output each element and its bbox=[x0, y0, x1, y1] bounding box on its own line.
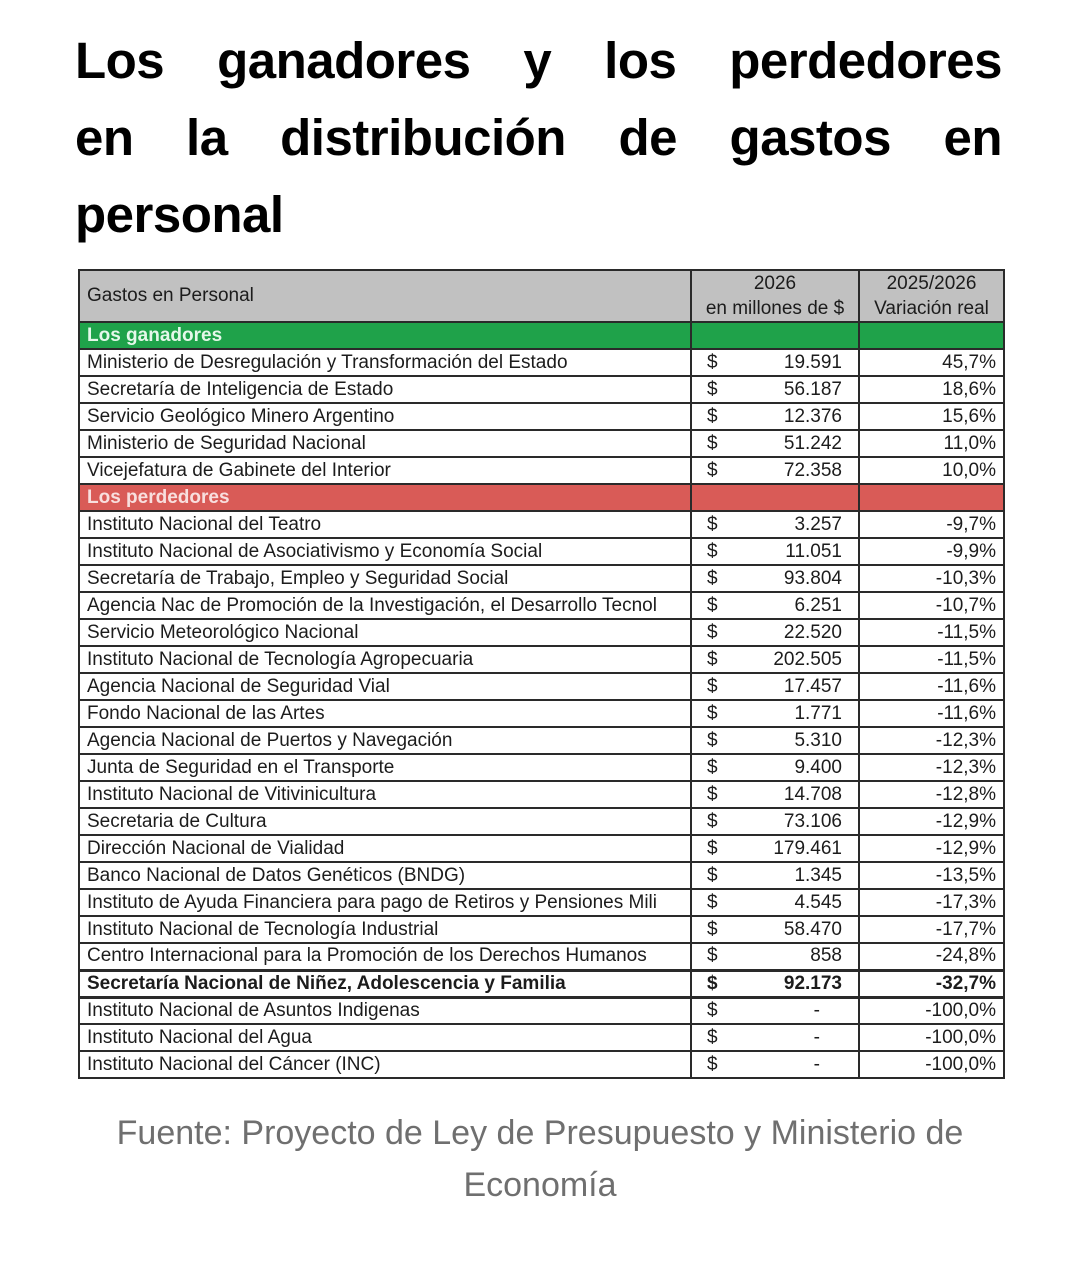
org-name-cell: Agencia Nac de Promoción de la Investigación, el Desarrollo Tecnol bbox=[79, 592, 691, 619]
currency-symbol: $ bbox=[707, 648, 718, 670]
org-name-cell: Instituto Nacional de Asuntos Indigenas bbox=[79, 997, 691, 1024]
amount-value: 92.173 bbox=[783, 972, 842, 994]
variation-cell: -13,5% bbox=[859, 862, 1004, 889]
amount-cell bbox=[691, 835, 859, 862]
amount-value: 3.257 bbox=[794, 513, 842, 535]
amount-cell bbox=[691, 943, 859, 970]
amount-value: 858 bbox=[810, 945, 842, 967]
table-row bbox=[79, 619, 1004, 646]
currency-symbol: $ bbox=[707, 540, 718, 562]
currency-symbol: $ bbox=[707, 999, 718, 1021]
infographic-page bbox=[0, 22, 1080, 1270]
amount-cell bbox=[691, 565, 859, 592]
amount-cell bbox=[691, 430, 859, 457]
section-empty-variation-cell bbox=[859, 484, 1004, 511]
currency-symbol: $ bbox=[707, 621, 718, 643]
amount-value: 202.505 bbox=[773, 648, 842, 670]
table-row bbox=[79, 403, 1004, 430]
org-name-cell: Servicio Geológico Minero Argentino bbox=[79, 403, 691, 430]
variation-cell: -12,3% bbox=[859, 727, 1004, 754]
amount-value: 22.520 bbox=[783, 621, 842, 643]
variation-cell: -100,0% bbox=[859, 1024, 1004, 1051]
table-row bbox=[79, 943, 1004, 970]
amount-cell bbox=[691, 673, 859, 700]
column-header-variacion-line2: Variación real bbox=[874, 298, 989, 319]
currency-symbol: $ bbox=[707, 918, 718, 940]
amount-inner bbox=[699, 782, 851, 807]
table-header-row bbox=[79, 270, 1004, 322]
currency-symbol: $ bbox=[707, 756, 718, 778]
variation-cell: -12,9% bbox=[859, 835, 1004, 862]
amount-inner bbox=[699, 917, 851, 942]
currency-symbol: $ bbox=[707, 1026, 718, 1048]
title-line-2: en la distribución de gastos en bbox=[75, 109, 1002, 166]
org-name-cell: Centro Internacional para la Promoción de los Derechos Humanos bbox=[79, 943, 691, 970]
title-line-1: Los ganadores y los perdedores bbox=[75, 32, 1002, 89]
variation-cell: -10,3% bbox=[859, 565, 1004, 592]
amount-inner bbox=[699, 647, 851, 672]
org-name-cell: Banco Nacional de Datos Genéticos (BNDG) bbox=[79, 862, 691, 889]
table-row bbox=[79, 376, 1004, 403]
amount-inner bbox=[699, 377, 851, 402]
table-row bbox=[79, 1051, 1004, 1078]
org-name-cell: Servicio Meteorológico Nacional bbox=[79, 619, 691, 646]
currency-symbol: $ bbox=[707, 729, 718, 751]
currency-symbol: $ bbox=[707, 432, 718, 454]
currency-symbol: $ bbox=[707, 1053, 718, 1075]
amount-cell bbox=[691, 727, 859, 754]
table-row bbox=[79, 592, 1004, 619]
amount-inner bbox=[699, 512, 851, 537]
amount-cell bbox=[691, 646, 859, 673]
table-row bbox=[79, 700, 1004, 727]
amount-value: 14.708 bbox=[783, 783, 842, 805]
variation-cell: 15,6% bbox=[859, 403, 1004, 430]
currency-symbol: $ bbox=[707, 594, 718, 616]
column-header-variacion-line1: 2025/2026 bbox=[886, 273, 977, 294]
amount-cell bbox=[691, 349, 859, 376]
currency-symbol: $ bbox=[707, 810, 718, 832]
amount-inner bbox=[699, 701, 851, 726]
org-name-cell: Secretaría de Inteligencia de Estado bbox=[79, 376, 691, 403]
currency-symbol: $ bbox=[707, 378, 718, 400]
variation-cell: -32,7% bbox=[859, 970, 1004, 997]
variation-cell: -10,7% bbox=[859, 592, 1004, 619]
table-row bbox=[79, 430, 1004, 457]
amount-value: 9.400 bbox=[794, 756, 842, 778]
table-row bbox=[79, 862, 1004, 889]
amount-cell bbox=[691, 1051, 859, 1078]
source-note bbox=[0, 1107, 1080, 1211]
table-row bbox=[79, 754, 1004, 781]
table-row bbox=[79, 646, 1004, 673]
column-header-2026-line2: en millones de $ bbox=[705, 298, 845, 319]
variation-cell: 45,7% bbox=[859, 349, 1004, 376]
amount-inner bbox=[699, 404, 851, 429]
amount-cell bbox=[691, 511, 859, 538]
amount-inner bbox=[699, 431, 851, 456]
amount-value: 1.345 bbox=[794, 864, 842, 886]
amount-inner bbox=[699, 593, 851, 618]
variation-cell: -11,5% bbox=[859, 619, 1004, 646]
currency-symbol: $ bbox=[707, 675, 718, 697]
org-name-cell: Secretaría Nacional de Niñez, Adolescencia y Familia bbox=[79, 970, 691, 997]
variation-cell: -12,8% bbox=[859, 781, 1004, 808]
table-row bbox=[79, 835, 1004, 862]
table-row bbox=[79, 808, 1004, 835]
table-row bbox=[79, 565, 1004, 592]
table-row bbox=[79, 970, 1004, 997]
amount-value: - bbox=[813, 1026, 820, 1048]
budget-table bbox=[78, 269, 1005, 1079]
section-label: Los perdedores bbox=[79, 484, 691, 511]
currency-symbol: $ bbox=[707, 405, 718, 427]
title-line-3: personal bbox=[75, 186, 284, 243]
column-header-variacion-real bbox=[859, 270, 1004, 322]
org-name-cell: Instituto Nacional del Cáncer (INC) bbox=[79, 1051, 691, 1078]
amount-value: 1.771 bbox=[794, 702, 842, 724]
table-row bbox=[79, 1024, 1004, 1051]
amount-value: 51.242 bbox=[783, 432, 842, 454]
amount-inner bbox=[699, 620, 851, 645]
org-name-cell: Agencia Nacional de Seguridad Vial bbox=[79, 673, 691, 700]
org-name-cell: Agencia Nacional de Puertos y Navegación bbox=[79, 727, 691, 754]
amount-value: 5.310 bbox=[794, 729, 842, 751]
amount-cell bbox=[691, 1024, 859, 1051]
variation-cell: -11,6% bbox=[859, 700, 1004, 727]
currency-symbol: $ bbox=[707, 972, 718, 994]
amount-cell bbox=[691, 376, 859, 403]
org-name-cell: Instituto de Ayuda Financiera para pago de Retiros y Pensiones Mili bbox=[79, 889, 691, 916]
amount-cell bbox=[691, 862, 859, 889]
currency-symbol: $ bbox=[707, 459, 718, 481]
currency-symbol: $ bbox=[707, 837, 718, 859]
amount-value: 93.804 bbox=[783, 567, 842, 589]
amount-value: 58.470 bbox=[783, 918, 842, 940]
amount-cell bbox=[691, 889, 859, 916]
variation-cell: -11,5% bbox=[859, 646, 1004, 673]
amount-inner bbox=[699, 1052, 851, 1077]
amount-inner bbox=[699, 890, 851, 915]
amount-cell bbox=[691, 808, 859, 835]
amount-value: 179.461 bbox=[773, 837, 842, 859]
amount-inner bbox=[699, 809, 851, 834]
amount-cell bbox=[691, 592, 859, 619]
variation-cell: 10,0% bbox=[859, 457, 1004, 484]
currency-symbol: $ bbox=[707, 513, 718, 535]
variation-cell: -17,7% bbox=[859, 916, 1004, 943]
column-header-2026-line1: 2026 bbox=[753, 273, 797, 294]
variation-cell: 18,6% bbox=[859, 376, 1004, 403]
amount-value: 19.591 bbox=[783, 351, 842, 373]
currency-symbol: $ bbox=[707, 702, 718, 724]
table-row bbox=[79, 727, 1004, 754]
currency-symbol: $ bbox=[707, 567, 718, 589]
currency-symbol: $ bbox=[707, 891, 718, 913]
amount-inner bbox=[699, 539, 851, 564]
org-name-cell: Instituto Nacional de Asociativismo y Economía Social bbox=[79, 538, 691, 565]
table-row bbox=[79, 781, 1004, 808]
table-row bbox=[79, 916, 1004, 943]
column-header-gastos-en-personal: Gastos en Personal bbox=[79, 270, 691, 322]
amount-value: 73.106 bbox=[783, 810, 842, 832]
variation-cell: -12,3% bbox=[859, 754, 1004, 781]
section-empty-variation-cell bbox=[859, 322, 1004, 349]
variation-cell: 11,0% bbox=[859, 430, 1004, 457]
table-row bbox=[79, 538, 1004, 565]
amount-inner bbox=[699, 972, 851, 996]
amount-inner bbox=[699, 458, 851, 483]
amount-inner bbox=[699, 999, 851, 1024]
currency-symbol: $ bbox=[707, 783, 718, 805]
currency-symbol: $ bbox=[707, 864, 718, 886]
amount-value: 4.545 bbox=[794, 891, 842, 913]
variation-cell: -24,8% bbox=[859, 943, 1004, 970]
amount-value: 11.051 bbox=[785, 540, 842, 562]
section-header-winners bbox=[79, 322, 1004, 349]
section-header-losers bbox=[79, 484, 1004, 511]
amount-cell bbox=[691, 997, 859, 1024]
currency-symbol: $ bbox=[707, 351, 718, 373]
amount-value: - bbox=[813, 999, 820, 1021]
table-row bbox=[79, 349, 1004, 376]
table-row bbox=[79, 673, 1004, 700]
variation-cell: -100,0% bbox=[859, 1051, 1004, 1078]
variation-cell: -17,3% bbox=[859, 889, 1004, 916]
org-name-cell: Vicejefatura de Gabinete del Interior bbox=[79, 457, 691, 484]
amount-cell bbox=[691, 700, 859, 727]
org-name-cell: Instituto Nacional de Tecnología Agropecuaria bbox=[79, 646, 691, 673]
amount-cell bbox=[691, 403, 859, 430]
amount-inner bbox=[699, 1025, 851, 1050]
section-empty-amount-cell bbox=[691, 322, 859, 349]
org-name-cell: Instituto Nacional del Agua bbox=[79, 1024, 691, 1051]
amount-inner bbox=[699, 674, 851, 699]
variation-cell: -11,6% bbox=[859, 673, 1004, 700]
amount-inner bbox=[699, 863, 851, 888]
variation-cell: -12,9% bbox=[859, 808, 1004, 835]
org-name-cell: Ministerio de Desregulación y Transformación del Estado bbox=[79, 349, 691, 376]
amount-cell bbox=[691, 754, 859, 781]
org-name-cell: Instituto Nacional del Teatro bbox=[79, 511, 691, 538]
page-title bbox=[75, 22, 1002, 253]
source-line-2: Economía bbox=[463, 1166, 617, 1204]
amount-cell bbox=[691, 916, 859, 943]
amount-value: 72.358 bbox=[783, 459, 842, 481]
org-name-cell: Instituto Nacional de Vitivinicultura bbox=[79, 781, 691, 808]
amount-value: - bbox=[813, 1053, 820, 1075]
variation-cell: -100,0% bbox=[859, 997, 1004, 1024]
amount-cell bbox=[691, 619, 859, 646]
amount-value: 17.457 bbox=[783, 675, 842, 697]
amount-cell bbox=[691, 970, 859, 997]
amount-inner bbox=[699, 350, 851, 375]
amount-inner bbox=[699, 728, 851, 753]
amount-inner bbox=[699, 755, 851, 780]
amount-inner bbox=[699, 944, 851, 969]
org-name-cell: Secretaria de Cultura bbox=[79, 808, 691, 835]
table-row bbox=[79, 457, 1004, 484]
table-row bbox=[79, 511, 1004, 538]
section-label: Los ganadores bbox=[79, 322, 691, 349]
amount-value: 12.376 bbox=[783, 405, 842, 427]
source-line-1: Fuente: Proyecto de Ley de Presupuesto y Ministerio de bbox=[116, 1114, 964, 1152]
currency-symbol: $ bbox=[707, 945, 718, 967]
org-name-cell: Fondo Nacional de las Artes bbox=[79, 700, 691, 727]
amount-cell bbox=[691, 781, 859, 808]
amount-inner bbox=[699, 566, 851, 591]
table-row bbox=[79, 889, 1004, 916]
amount-value: 56.187 bbox=[783, 378, 842, 400]
amount-value: 6.251 bbox=[794, 594, 842, 616]
column-header-2026-millones bbox=[691, 270, 859, 322]
org-name-cell: Dirección Nacional de Vialidad bbox=[79, 835, 691, 862]
table-row bbox=[79, 997, 1004, 1024]
amount-cell bbox=[691, 457, 859, 484]
section-empty-amount-cell bbox=[691, 484, 859, 511]
amount-inner bbox=[699, 836, 851, 861]
amount-cell bbox=[691, 538, 859, 565]
variation-cell: -9,7% bbox=[859, 511, 1004, 538]
org-name-cell: Instituto Nacional de Tecnología Industrial bbox=[79, 916, 691, 943]
org-name-cell: Junta de Seguridad en el Transporte bbox=[79, 754, 691, 781]
variation-cell: -9,9% bbox=[859, 538, 1004, 565]
org-name-cell: Secretaría de Trabajo, Empleo y Seguridad Social bbox=[79, 565, 691, 592]
table-body bbox=[79, 322, 1004, 1078]
org-name-cell: Ministerio de Seguridad Nacional bbox=[79, 430, 691, 457]
